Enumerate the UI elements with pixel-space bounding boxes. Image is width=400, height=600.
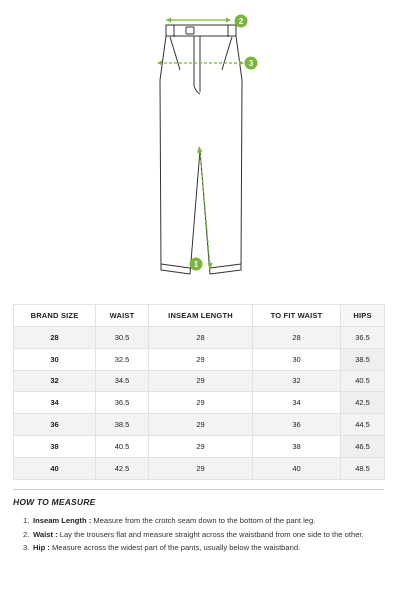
waist-button [186,27,194,34]
right-pocket [222,37,232,70]
step-text: Measure across the widest part of the pants, usually below the waistband. [49,543,301,552]
list-item [23,515,385,527]
cell-waist: 30.5 [96,327,149,349]
cell-inseam: 29 [149,392,253,414]
cell-inseam: 29 [149,435,253,457]
table-row [14,348,385,370]
cell-brand-size: 32 [14,370,96,392]
cell-inseam: 29 [149,348,253,370]
header-to-fit-waist: TO FIT WAIST [253,305,341,327]
step-term: Waist : [33,529,58,539]
inseam-arrow-top [197,146,203,153]
cell-brand-size: 30 [14,348,96,370]
cell-waist: 38.5 [96,414,149,436]
cell-hips: 40.5 [341,370,385,392]
cell-brand-size: 40 [14,457,96,479]
cell-inseam: 29 [149,414,253,436]
cell-hips: 46.5 [341,435,385,457]
table-row [14,392,385,414]
waist-arrow-right [226,18,231,23]
cell-to-fit-waist: 28 [253,327,341,349]
inseam-arrow-bottom [208,263,213,270]
waistband-outline [166,25,236,36]
hip-arrow-left [157,61,162,66]
cell-brand-size: 36 [14,414,96,436]
cell-brand-size: 34 [14,392,96,414]
header-hips: HIPS [341,305,385,327]
left-pocket [170,37,180,70]
cell-to-fit-waist: 38 [253,435,341,457]
header-brand-size: BRAND SIZE [14,305,96,327]
header-waist: WAIST [96,305,149,327]
cell-hips: 42.5 [341,392,385,414]
header-inseam-length: INSEAM LENGTH [149,305,253,327]
pants-measurement-diagram [0,0,400,290]
step-term: Inseam Length : [33,516,92,525]
cell-to-fit-waist: 32 [253,370,341,392]
cell-hips: 38.5 [341,348,385,370]
how-to-measure-title: HOW TO MEASURE [13,497,96,507]
cell-hips: 48.5 [341,457,385,479]
cell-waist: 32.5 [96,348,149,370]
pants-illustration [0,0,400,290]
cell-brand-size: 38 [14,435,96,457]
step-number: 1. [23,516,30,525]
table-row [14,457,385,479]
table-row [14,370,385,392]
step-number: 3. [23,543,30,552]
cell-inseam: 29 [149,457,253,479]
step-term: Hip : [33,543,50,552]
marker-2-label: 2 [238,17,244,26]
cell-waist: 40.5 [96,435,149,457]
size-chart-table [13,304,385,480]
fly-stitch [194,36,200,94]
table-header-row [14,305,385,327]
step-number: 2. [23,529,30,539]
cell-waist: 42.5 [96,457,149,479]
marker-1-label: 1 [193,260,199,269]
table-row [14,414,385,436]
step-text: Measure from the crotch seam down to the bottom of the pant leg. [91,516,316,525]
step-text: Lay the trousers flat and measure straight across the waistband from one side to the other. [57,529,364,539]
table-row [14,327,385,349]
list-item [23,542,385,554]
cell-waist: 34.5 [96,370,149,392]
cell-to-fit-waist: 40 [253,457,341,479]
cell-inseam: 28 [149,327,253,349]
marker-3-label: 3 [248,59,254,68]
belt-loops [174,25,228,37]
measurement-steps-list [23,515,385,556]
section-divider [13,489,384,490]
cell-inseam: 29 [149,370,253,392]
cell-hips: 44.5 [341,414,385,436]
hip-arrow-right [239,61,244,66]
cell-to-fit-waist: 30 [253,348,341,370]
list-item [23,529,385,541]
cell-waist: 36.5 [96,392,149,414]
cell-brand-size: 28 [14,327,96,349]
table-row [14,435,385,457]
waist-arrow-left [166,18,171,23]
cell-to-fit-waist: 36 [253,414,341,436]
cell-hips: 36.5 [341,327,385,349]
cell-to-fit-waist: 34 [253,392,341,414]
